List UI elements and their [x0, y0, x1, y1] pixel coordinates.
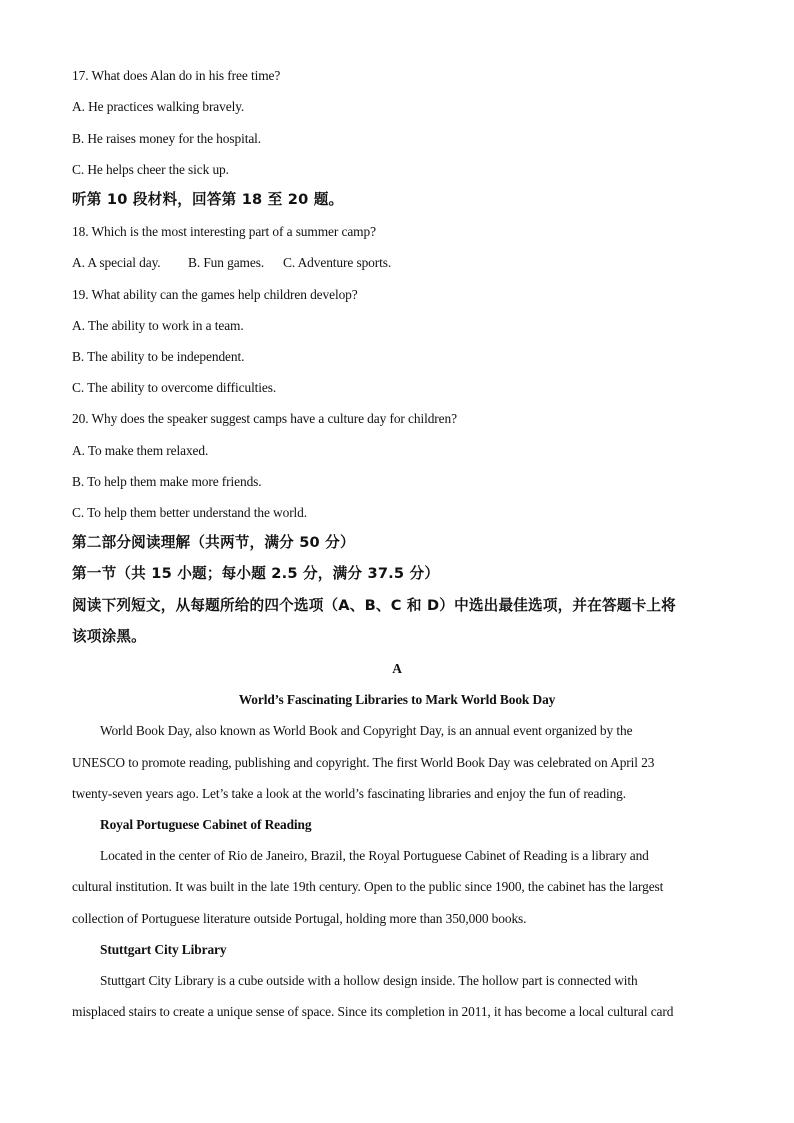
question-18-option-b: B. Fun games. [188, 255, 265, 270]
question-18-option-a: A. A special day. [72, 255, 161, 270]
question-19-option-c: C. The ability to overcome difficulties. [72, 380, 277, 395]
question-18-options [72, 254, 391, 272]
question-17: 17. What does Alan do in his free time? [72, 68, 281, 83]
library-1-title: Royal Portuguese Cabinet of Reading [100, 817, 312, 832]
question-19-option-a: A. The ability to work in a team. [72, 318, 244, 333]
passage-intro-line: twenty-seven years ago. Let’s take a look at the world’s fascinating libraries and enjoy the fun of reading. [72, 786, 627, 801]
question-18-option-c: C. Adventure sports. [283, 255, 392, 270]
question-18: 18. Which is the most interesting part of a summer camp? [72, 224, 376, 239]
library-2-text-line: misplaced stairs to create a unique sense of space. Since its completion in 2011, it has become a local cultural card [72, 1004, 674, 1019]
question-17-option-b: B. He raises money for the hospital. [72, 131, 262, 146]
question-20-option-c: C. To help them better understand the world. [72, 505, 308, 520]
passage-intro-line: World Book Day, also known as World Book and Copyright Day, is an annual event organized by the [100, 723, 633, 738]
library-1-text-line: cultural institution. It was built in the late 19th century. Open to the public since 1900, the cabinet has the largest [72, 879, 664, 894]
library-2-text-line: Stuttgart City Library is a cube outside with a hollow design inside. The hollow part is connected with [100, 973, 638, 988]
question-17-option-c: C. He helps cheer the sick up. [72, 162, 229, 177]
part-2-heading: 第二部分阅读理解（共两节，满分 50 分） [72, 534, 355, 551]
instruction-line-2: 该项涂黑。 [72, 628, 146, 645]
passage-letter: A [392, 661, 402, 676]
question-20-option-b: B. To help them make more friends. [72, 474, 262, 489]
instruction-line-1: 阅读下列短文，从每题所给的四个选项（A、B、C 和 D）中选出最佳选项，并在答题卡上将 [72, 597, 676, 614]
passage-title: World’s Fascinating Libraries to Mark World Book Day [238, 692, 556, 707]
library-1-text-line: Located in the center of Rio de Janeiro, Brazil, the Royal Portuguese Cabinet of Reading is a library and [100, 848, 649, 863]
question-20-option-a: A. To make them relaxed. [72, 443, 209, 458]
question-20: 20. Why does the speaker suggest camps have a culture day for children? [72, 411, 457, 426]
question-19: 19. What ability can the games help children develop? [72, 287, 358, 302]
section-1-heading: 第一节（共 15 小题；每小题 2.5 分，满分 37.5 分） [72, 565, 440, 582]
library-1-text-line: collection of Portuguese literature outside Portugal, holding more than 350,000 books. [72, 911, 527, 926]
question-19-option-b: B. The ability to be independent. [72, 349, 245, 364]
library-2-title: Stuttgart City Library [100, 942, 227, 957]
passage-intro-line: UNESCO to promote reading, publishing and copyright. The first World Book Day was celebrated on April 23 [72, 755, 655, 770]
question-17-option-a: A. He practices walking bravely. [72, 99, 245, 114]
section-10-heading: 听第 10 段材料，回答第 18 至 20 题。 [72, 191, 344, 208]
